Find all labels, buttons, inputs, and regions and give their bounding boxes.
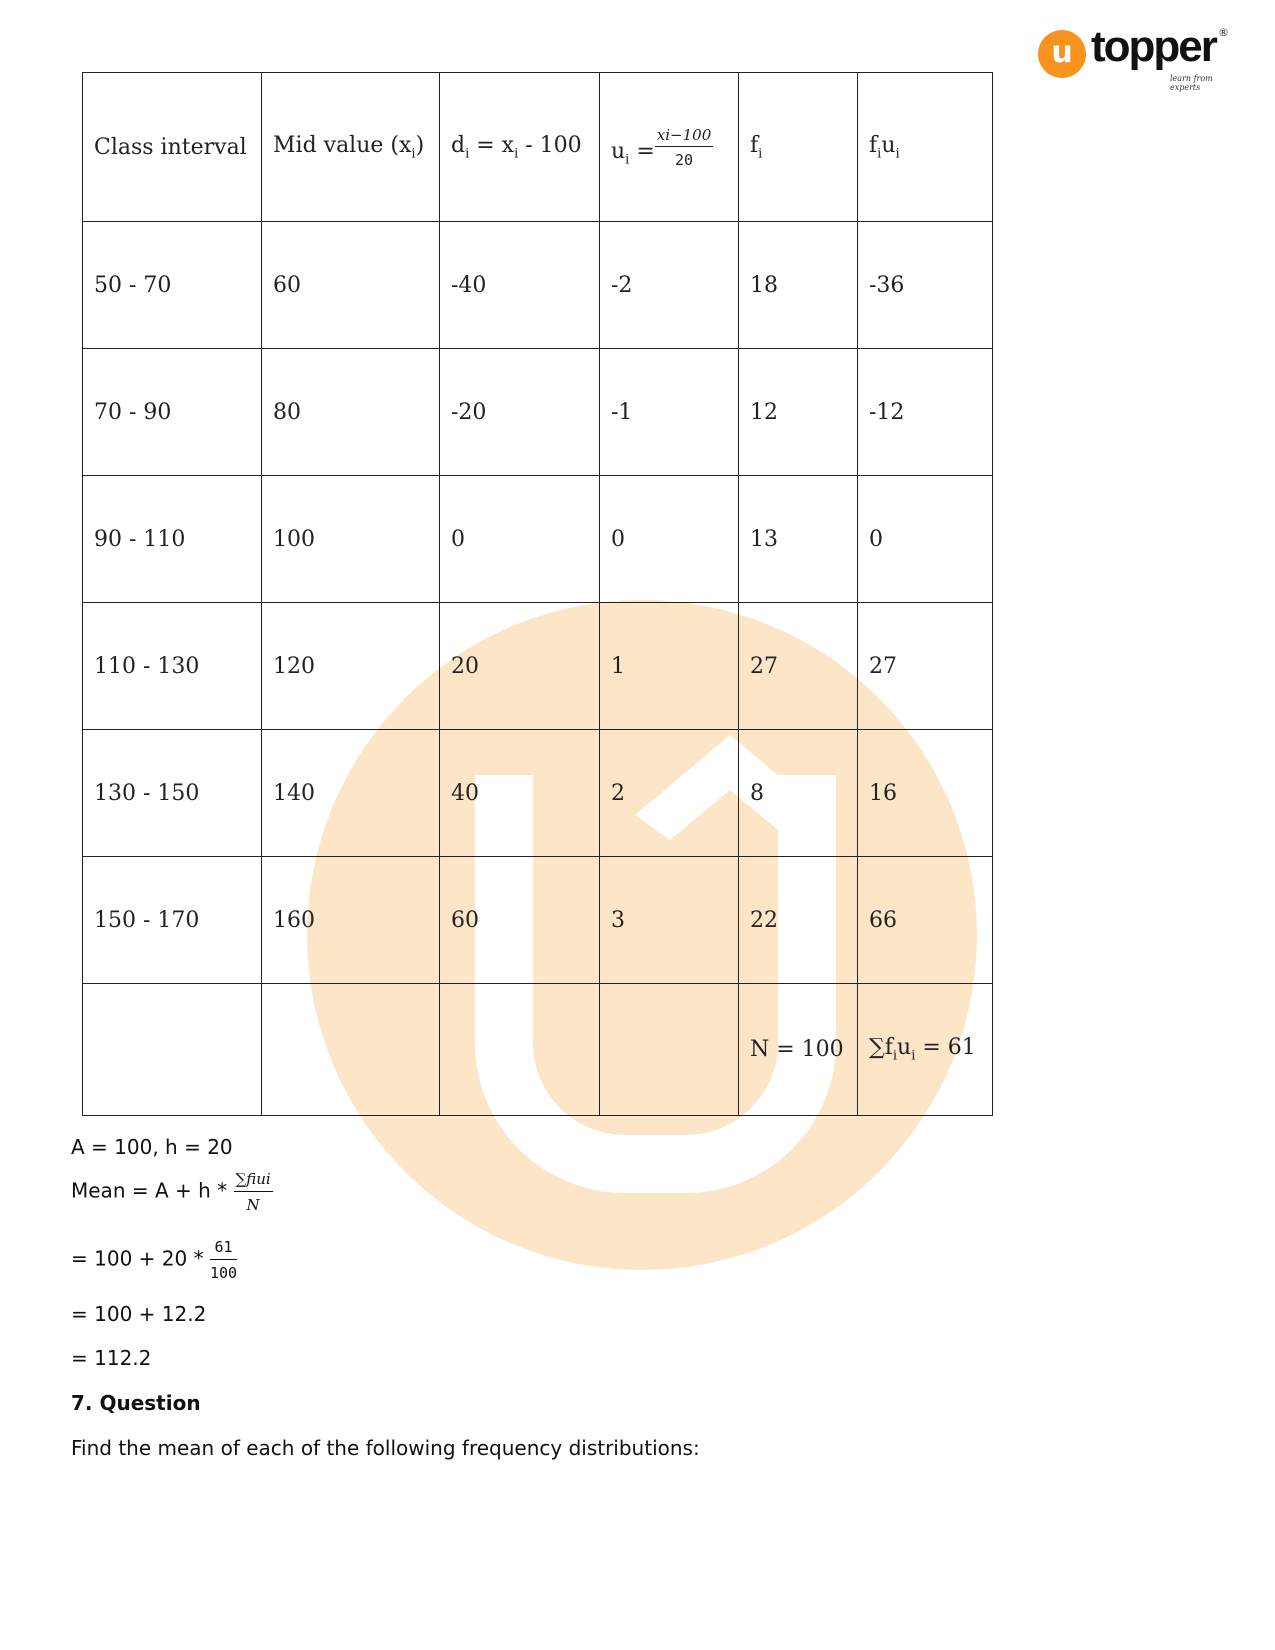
cell-empty	[600, 984, 739, 1116]
cell-total-sum: $\sum f_iu_i = 61$	[858, 984, 993, 1116]
header-fu: $f_iu_i$	[858, 73, 993, 222]
cell-empty	[262, 984, 440, 1116]
table-row	[83, 222, 993, 349]
given-values: A = 100, h = 20	[71, 1135, 233, 1159]
table-row	[83, 730, 993, 857]
mean-step: = 100 + 12.2	[71, 1302, 207, 1326]
cell-fu: 27	[858, 603, 993, 730]
cell-x: 60	[262, 222, 440, 349]
cell-fu: -36	[858, 222, 993, 349]
table-header-row	[83, 73, 993, 222]
cell-f: 8	[739, 730, 858, 857]
cell-x: 80	[262, 349, 440, 476]
cell-d: 40	[440, 730, 600, 857]
header-step-deviation: $u_i$ = $\frac{xi-100}{20}$	[600, 73, 739, 222]
header-class-interval: Class interval	[83, 73, 262, 222]
cell-class: 50 - 70	[83, 222, 262, 349]
logo-wordmark: topper	[1091, 22, 1216, 71]
cell-fu: 16	[858, 730, 993, 857]
cell-x: 100	[262, 476, 440, 603]
mean-formula: Mean = A + h * $\frac{\text{∑fiui}}{N}$	[71, 1170, 271, 1214]
cell-u: 0	[600, 476, 739, 603]
cell-d: 20	[440, 603, 600, 730]
cell-total-n: N = 100	[739, 984, 858, 1116]
cell-fu: -12	[858, 349, 993, 476]
cell-u: -1	[600, 349, 739, 476]
table-total-row	[83, 984, 993, 1116]
table-row	[83, 476, 993, 603]
cell-x: 160	[262, 857, 440, 984]
u-formula-fraction: $\frac{xi-100}{20}$	[656, 125, 712, 169]
cell-class: 150 - 170	[83, 857, 262, 984]
cell-d: -20	[440, 349, 600, 476]
cell-fu: 0	[858, 476, 993, 603]
cell-d: 0	[440, 476, 600, 603]
logo-tagline: learn from experts	[1170, 74, 1213, 92]
cell-class: 110 - 130	[83, 603, 262, 730]
question-text: Find the mean of each of the following frequency distributions:	[71, 1436, 700, 1460]
mean-result: = 112.2	[71, 1346, 152, 1370]
registered-mark: ®	[1218, 26, 1229, 39]
cell-u: 2	[600, 730, 739, 857]
cell-u: -2	[600, 222, 739, 349]
cell-class: 90 - 110	[83, 476, 262, 603]
substitution-fraction: $\frac{61}{100}$	[209, 1238, 238, 1282]
cell-f: 12	[739, 349, 858, 476]
header-mid-value: Mid value $(x_i)$	[262, 73, 440, 222]
mean-formula-fraction: $\frac{\text{∑fiui}}{N}$	[235, 1170, 271, 1214]
cell-empty	[83, 984, 262, 1116]
cell-d: -40	[440, 222, 600, 349]
table-row	[83, 857, 993, 984]
cell-class: 70 - 90	[83, 349, 262, 476]
cell-x: 120	[262, 603, 440, 730]
cell-u: 1	[600, 603, 739, 730]
logo-circle-icon: u	[1038, 30, 1086, 78]
header-deviation: $d_i = x_i - 100$	[440, 73, 600, 222]
header-frequency: $f_i$	[739, 73, 858, 222]
mean-substitution: = 100 + 20 * $\frac{61}{100}$	[71, 1238, 238, 1282]
cell-f: 13	[739, 476, 858, 603]
cell-d: 60	[440, 857, 600, 984]
cell-f: 18	[739, 222, 858, 349]
cell-class: 130 - 150	[83, 730, 262, 857]
cell-u: 3	[600, 857, 739, 984]
table-row	[83, 349, 993, 476]
cell-empty	[440, 984, 600, 1116]
frequency-table	[82, 72, 993, 1116]
cell-x: 140	[262, 730, 440, 857]
table-row	[83, 603, 993, 730]
question-title: 7. Question	[71, 1391, 201, 1415]
cell-fu: 66	[858, 857, 993, 984]
cell-f: 27	[739, 603, 858, 730]
cell-f: 22	[739, 857, 858, 984]
toppr-logo	[1038, 22, 1238, 92]
